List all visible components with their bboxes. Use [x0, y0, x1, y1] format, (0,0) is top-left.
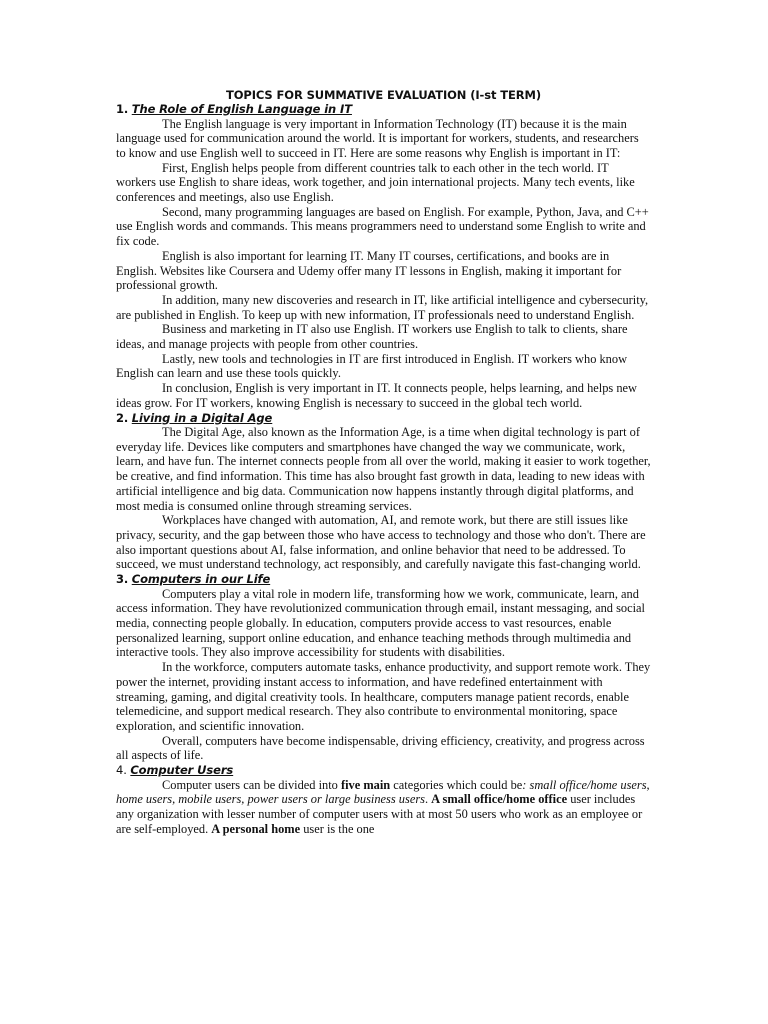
text-run: categories which could be	[390, 777, 523, 792]
paragraph: In addition, many new discoveries and research in IT, like artificial intelligence and cybersecurity, are published in English. To keep up with new information, IT professionals need to understand English.	[116, 292, 649, 322]
bold-run: A small office/home office	[431, 792, 568, 807]
bold-run: five main	[340, 777, 391, 792]
section-heading	[116, 763, 651, 778]
section-heading	[116, 572, 651, 587]
section-english-in-it	[116, 102, 651, 411]
paragraph: Workplaces have changed with automation, AI, and remote work, but there are still issues like privacy, security, and the gap between those who have access to technology and those who don't. There are also important questions about AI, false information, and online behavior that need to be addressed. To succeed, we must understand technology, act responsibly, and carefully navigate this fast-changing world.	[116, 513, 646, 572]
paragraph: Lastly, new tools and technologies in IT are first introduced in English. IT workers who know English can learn and use these tools quickly.	[116, 351, 628, 381]
paragraph: Second, many programming languages are based on English. For example, Python, Java, and C++ use English words and commands. This means programmers need to understand some English to write and fix code.	[116, 204, 649, 249]
section-title: Living in a Digital Age	[131, 410, 273, 425]
text-run: Computer users can be divided into	[162, 777, 341, 792]
section-title: Computers in our Life	[131, 572, 271, 587]
section-number: 3.	[116, 572, 129, 587]
text-run: user is the one	[300, 821, 375, 836]
section-title: Computer Users	[130, 763, 234, 778]
section-digital-age	[116, 411, 651, 573]
paragraph: First, English helps people from different countries talk to each other in the tech world. IT workers use English to share ideas, work together, and join international projects. Many tech events, like conferences and meetings, also use English.	[116, 160, 635, 205]
document-page	[116, 88, 651, 836]
section-number: 1.	[116, 102, 129, 116]
section-computer-users	[116, 763, 651, 836]
text-run: user includes any organization with lesser number of computer users with at most 50 users who work as an employee or are self-employed.	[116, 792, 643, 836]
section-computers-in-our-life	[116, 572, 651, 763]
bold-run: A personal home	[211, 821, 301, 836]
paragraph: Computers play a vital role in modern life, transforming how we work, communicate, learn, and access information. They have revolutionized communication through email, instant messaging, and social media, connecting people globally. In education, computers provide access to vast resources, enable personalized learning, support online education, and enhance teaching methods through multimedia and interactive tools. They also improve accessibility for students with disabilities.	[116, 586, 645, 660]
paragraph: English is also important for learning IT. Many IT courses, certifications, and books are in English. Websites like Coursera and Udemy offer many IT lessons in English, making it important for professional growth.	[116, 248, 622, 293]
document-title: TOPICS FOR SUMMATIVE EVALUATION (I-st TERM)	[225, 88, 542, 102]
section-heading	[116, 411, 651, 426]
paragraph: In the workforce, computers automate tasks, enhance productivity, and support remote work. They power the internet, providing instant access to information, and have redefined entertainment with streaming, gaming, and digital creativity tools. In healthcare, computers manage patient records, enable telemedicine, and support medical research. They also contribute to environmental monitoring, space exploration, and scientific innovation.	[116, 660, 651, 733]
section-number: 4.	[116, 763, 127, 778]
paragraph: Overall, computers have become indispensable, driving efficiency, creativity, and progress across all aspects of life.	[116, 733, 645, 763]
section-title: The Role of English Language in IT	[131, 102, 352, 116]
text-run: .	[424, 792, 432, 807]
paragraph: In conclusion, English is very important in IT. It connects people, helps learning, and helps new ideas grow. For IT workers, knowing English is necessary to succeed in the global tech world.	[116, 381, 637, 410]
paragraph: Business and marketing in IT also use English. IT workers use English to talk to clients, share ideas, and manage projects with people from other countries.	[116, 322, 628, 352]
section-number: 2.	[116, 410, 129, 425]
paragraph: The English language is very important in Information Technology (IT) because it is the main language used for communication around the world. It is important for workers, students, and researchers to know and use English well to succeed in IT. Here are some reasons why English is important in IT:	[116, 116, 639, 160]
paragraph	[116, 778, 651, 837]
paragraph: The Digital Age, also known as the Information Age, is a time when digital technology is part of everyday life. Devices like computers and smartphones have changed the way we communicate, work, learn, and have fun. The internet connects people from all over the world, making it easier to work together, be creative, and find information. This time has also brought fast growth in data, leading to new ideas with artificial intelligence and big data. Communication now happens instantly through digital platforms, and most media is consumed online through streaming services.	[116, 425, 651, 513]
italic-run: : small office/home users, home users, mobile users, power users or large business users	[116, 777, 650, 807]
section-heading	[116, 102, 651, 117]
